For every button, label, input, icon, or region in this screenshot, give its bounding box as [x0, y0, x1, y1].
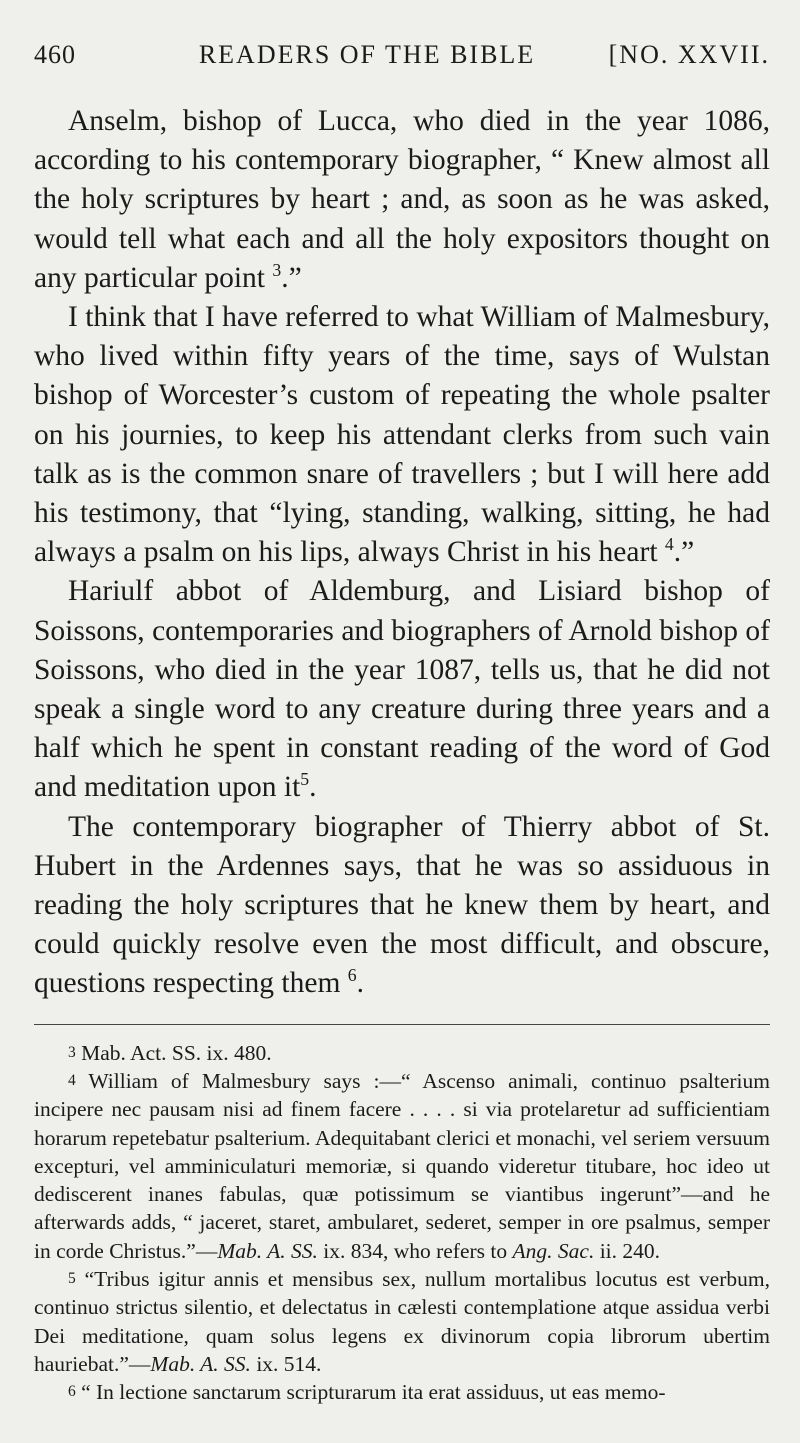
footnote-ref: 4 — [664, 534, 674, 555]
footnote-ref: 3 — [68, 1043, 76, 1061]
footnote-ref: 6 — [347, 965, 357, 986]
text-run: I think that I have referred to what William of Malmesbury, who lived within fifty years of the time, says of Wulstan bishop of Worcester’s custom of repeating the whole psalter on his journies, to keep his attendant clerks from such vain talk as is the common snare of travellers ; but I will here add his testimony, that “lying, standing, walking, sitting, he had always a psalm on his lips, always Christ in his heart — [34, 301, 770, 569]
text-run: .” — [281, 261, 302, 294]
text-run: Anselm, bishop of Lucca, who died in the year 1086, according to his contemporary biographer, “ Knew almost all the holy scriptures by heart ; and, as soon as he was asked, would tell what each and all the holy expositors thought on any particular point — [34, 105, 770, 294]
body-paragraph — [34, 298, 770, 572]
italic-text: Ang. Sac. — [512, 1238, 595, 1263]
text-run: . — [356, 967, 365, 1000]
footnote-rule — [34, 1024, 770, 1025]
text-run: . — [309, 771, 317, 804]
footnote — [34, 1265, 770, 1378]
body-text — [34, 102, 770, 1004]
footnote-ref: 6 — [68, 1383, 76, 1401]
italic-text: Mab. A. SS. — [217, 1238, 318, 1263]
text-run: William of Malmesbury says :—“ Ascenso animali, continuo psalterium incipere nec pausam nisi ad finem facere . . . . si via protelaretur ad sufficientiam horarum repetebatur psalterium. Adequitabant clerici et monachi, vel seriem versuum excepturi, vel amminiculaturi memoriæ, si quando videretur titubare, hoc ideo ut dediscerent inanes fabulas, quæ potissimum se viantibus ingerunt”—and he afterwards adds, “ jaceret, staret, ambularet, sederet, semper in ore psalmus, semper in corde Christus.”— — [34, 1068, 770, 1263]
text-run: “ In lectione sanctarum scripturarum ita erat assiduus, ut eas memo- — [75, 1380, 666, 1405]
page-number: 460 — [34, 40, 76, 69]
body-paragraph — [34, 572, 770, 807]
italic-text: Mab. A. SS. — [150, 1351, 251, 1376]
footnote-ref: 5 — [300, 769, 310, 790]
footnote-ref: 4 — [68, 1071, 76, 1089]
footnote — [34, 1039, 770, 1067]
text-run: ii. 240. — [594, 1238, 661, 1263]
text-run: ix. 514. — [250, 1351, 322, 1376]
footnote-ref: 5 — [68, 1270, 76, 1288]
section-mark: [NO. XXVII. — [608, 40, 770, 69]
body-paragraph — [34, 808, 770, 1004]
running-title: READERS OF THE BIBLE — [198, 40, 536, 69]
text-run: Mab. Act. SS. ix. 480. — [75, 1040, 272, 1065]
text-run: Hariulf abbot of Aldemburg, and Lisiard bishop of Soissons, contemporaries and biographers of Arnold bishop of Soissons, who died in the year 1087, tells us, that he did not speak a single word to any creature during three years and a half which he spent in constant reading of the word of God and meditation upon it — [34, 575, 770, 804]
running-header — [34, 40, 770, 84]
text-run: The contemporary biographer of Thierry abbot of St. Hubert in the Ardennes says, that he was so assiduous in reading the holy scriptures that he knew them by heart, and could quickly resolve even the most difficult, and obscure, questions respecting them — [34, 810, 770, 1000]
text-run: ix. 834, who refers to — [317, 1238, 513, 1263]
footnote — [34, 1067, 770, 1265]
text-run: .” — [673, 536, 695, 569]
footnotes — [34, 1039, 770, 1407]
text-run: “Tribus igitur annis et mensibus sex, nullum mortalibus locutus est verbum, continuo strictus silentio, et delectatus in cælesti contemplatione atque assidua verbi Dei meditatione, quam solus legens ex divinorum copia librorum ubertim hauriebat.”— — [34, 1267, 770, 1376]
footnote — [34, 1378, 770, 1406]
body-paragraph — [34, 102, 770, 298]
footnote-ref: 3 — [272, 259, 282, 280]
